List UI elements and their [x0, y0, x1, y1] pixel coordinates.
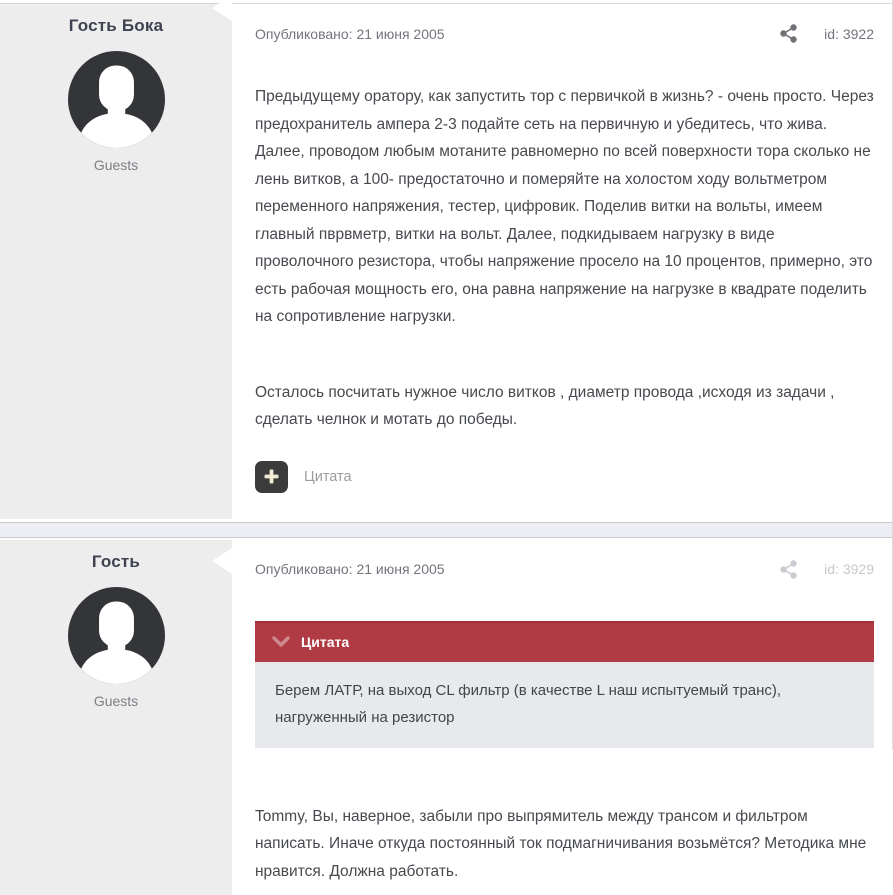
quote-link-label[interactable]: Цитата	[304, 469, 352, 485]
member-group-label: Guests	[0, 157, 232, 173]
quote-button-row[interactable]	[255, 461, 874, 519]
plus-icon	[264, 469, 279, 484]
avatar-icon	[68, 51, 165, 148]
speech-bubble-arrow	[212, 548, 232, 574]
published-date: Опубликовано: 21 июня 2005	[255, 26, 780, 42]
post-header	[255, 4, 874, 43]
post-content	[232, 4, 892, 519]
post-separator	[0, 522, 892, 538]
post-id: id: 3922	[824, 26, 874, 42]
published-date: Опубликовано: 21 июня 2005	[255, 561, 780, 577]
post-id: id: 3929	[824, 561, 874, 577]
share-icon[interactable]	[780, 560, 797, 579]
quote-plus-button[interactable]	[255, 461, 288, 493]
author-username: Гость	[0, 552, 232, 572]
quote-body-text: Берем ЛАТР, на выход CL фильтр (в качестве L наш испытуемый транс), нагруженный на резистор	[255, 662, 874, 748]
post-body	[255, 83, 874, 434]
member-group-label: Guests	[0, 693, 232, 709]
post-content	[232, 540, 892, 895]
post-paragraph: Tommy, Вы, наверное, забыли про выпрямитель между трансом и фильтром написать. Иначе откуда постоянный ток подмагничивания возьмётся? Методика мне нравится. Должна работать.	[255, 803, 874, 886]
quote-block-header[interactable]	[255, 621, 874, 662]
forum-post-3922	[0, 4, 892, 519]
author-pane	[0, 4, 232, 519]
avatar-icon	[68, 587, 165, 684]
chevron-down-icon	[273, 637, 289, 647]
author-pane	[0, 540, 232, 895]
author-username: Гость Бока	[0, 16, 232, 36]
forum-post-3929	[0, 540, 892, 895]
quote-block	[255, 621, 874, 748]
post-body	[255, 803, 874, 895]
post-header	[255, 540, 874, 579]
post-paragraph: Предыдущему оратору, как запустить тор с первичкой в жизнь? - очень просто. Через предохранитель ампера 2-3 подайте сеть на первичную и убедитесь, что жива. Далее, проводом любым мотаните равномерно по всей поверхности тора сколько не лень витков, а 100- предостаточно и померяйте на холостом ходу вольтметром переменного напряжения, тестер, цифровик. Поделив витки на вольты, имеем главный пврвметр, витки на вольт. Далее, подкидываем нагрузку в виде проволочного резистора, чтобы напряжение просело на 10 процентов, примерно, это есть рабочая мощность его, она равна напряжение на нагрузке в квадрате поделить на сопротивление нагрузки.	[255, 83, 874, 331]
post-paragraph: Осталось посчитать нужное число витков , диаметр провода ,исходя из задачи , сделать челнок и мотать до победы.	[255, 379, 874, 434]
speech-bubble-arrow	[212, 0, 232, 21]
share-icon[interactable]	[780, 24, 797, 43]
quote-title: Цитата	[301, 634, 349, 650]
